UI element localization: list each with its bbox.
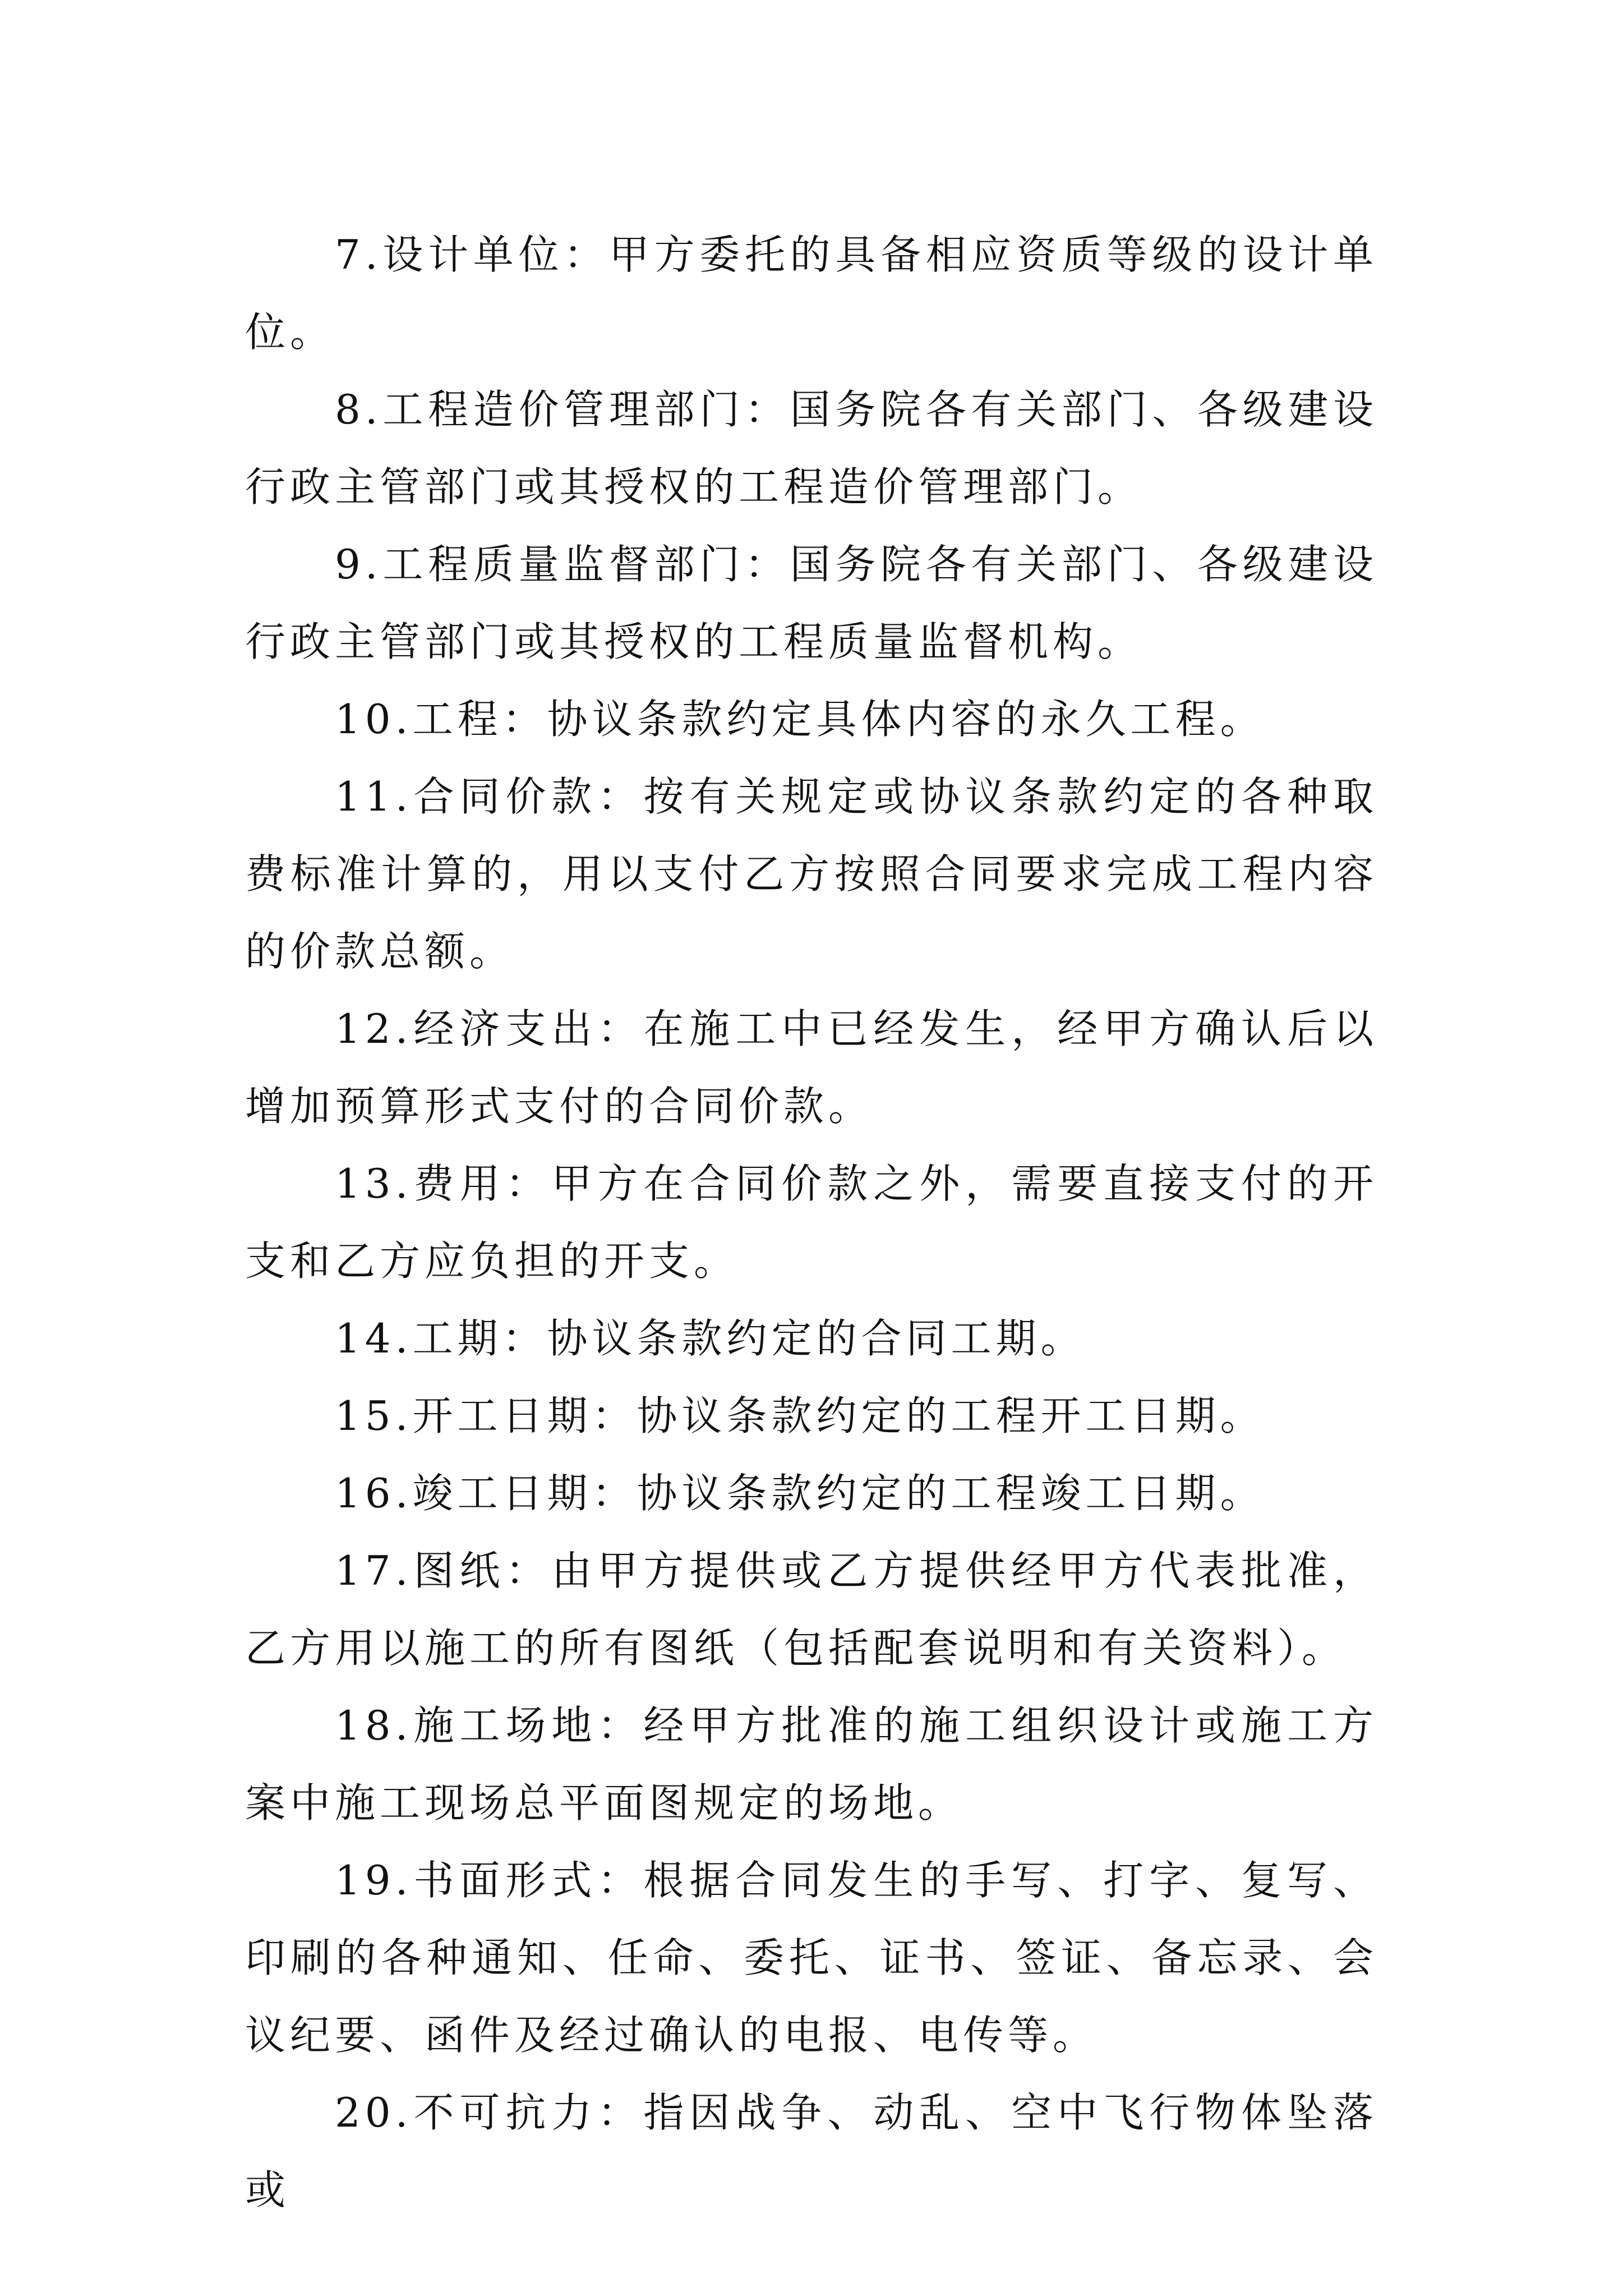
paragraph-item-8: 8.工程造价管理部门：国务院各有关部门、各级建设行政主管部门或其授权的工程造价管理部门。 (245, 386, 1378, 510)
paragraph-item-14: 14.工期：协议条款约定的合同工期。 (335, 1315, 1086, 1362)
paragraph-item-7: 7.设计单位：甲方委托的具备相应资质等级的设计单位。 (245, 231, 1378, 356)
paragraph-item-13: 13.费用：甲方在合同价款之外，需要直接支付的开支和乙方应负担的开支。 (245, 1160, 1378, 1285)
paragraph-item-9: 9.工程质量监督部门：国务院各有关部门、各级建设行政主管部门或其授权的工程质量监督机构。 (245, 541, 1378, 665)
paragraph-item-11: 11.合同价款：按有关规定或协议条款约定的各种取费标准计算的，用以支付乙方按照合同要求完成工程内容的价款总额。 (245, 773, 1378, 975)
paragraph-item-10: 10.工程：协议条款约定具体内容的永久工程。 (335, 696, 1265, 743)
paragraph-item-16: 16.竣工日期：协议条款约定的工程竣工日期。 (335, 1470, 1265, 1517)
paragraph-item-18: 18.施工场地：经甲方批准的施工组织设计或施工方案中施工现场总平面图规定的场地。 (245, 1702, 1378, 1826)
document-body (245, 216, 1378, 2229)
paragraph-item-17: 17.图纸：由甲方提供或乙方提供经甲方代表批准，乙方用以施工的所有图纸（包括配套说明和有关资料）。 (245, 1547, 1378, 1672)
paragraph-item-20: 20.不可抗力：指因战争、动乱、空中飞行物体坠落或 (245, 2089, 1378, 2214)
paragraph-item-15: 15.开工日期：协议条款约定的工程开工日期。 (335, 1392, 1265, 1439)
paragraph-item-12: 12.经济支出：在施工中已经发生，经甲方确认后以增加预算形式支付的合同价款。 (245, 1005, 1378, 1130)
paragraph-item-19: 19.书面形式：根据合同发生的手写、打字、复写、印刷的各种通知、任命、委托、证书、签证、备忘录、会议纪要、函件及经过确认的电报、电传等。 (245, 1857, 1378, 2059)
